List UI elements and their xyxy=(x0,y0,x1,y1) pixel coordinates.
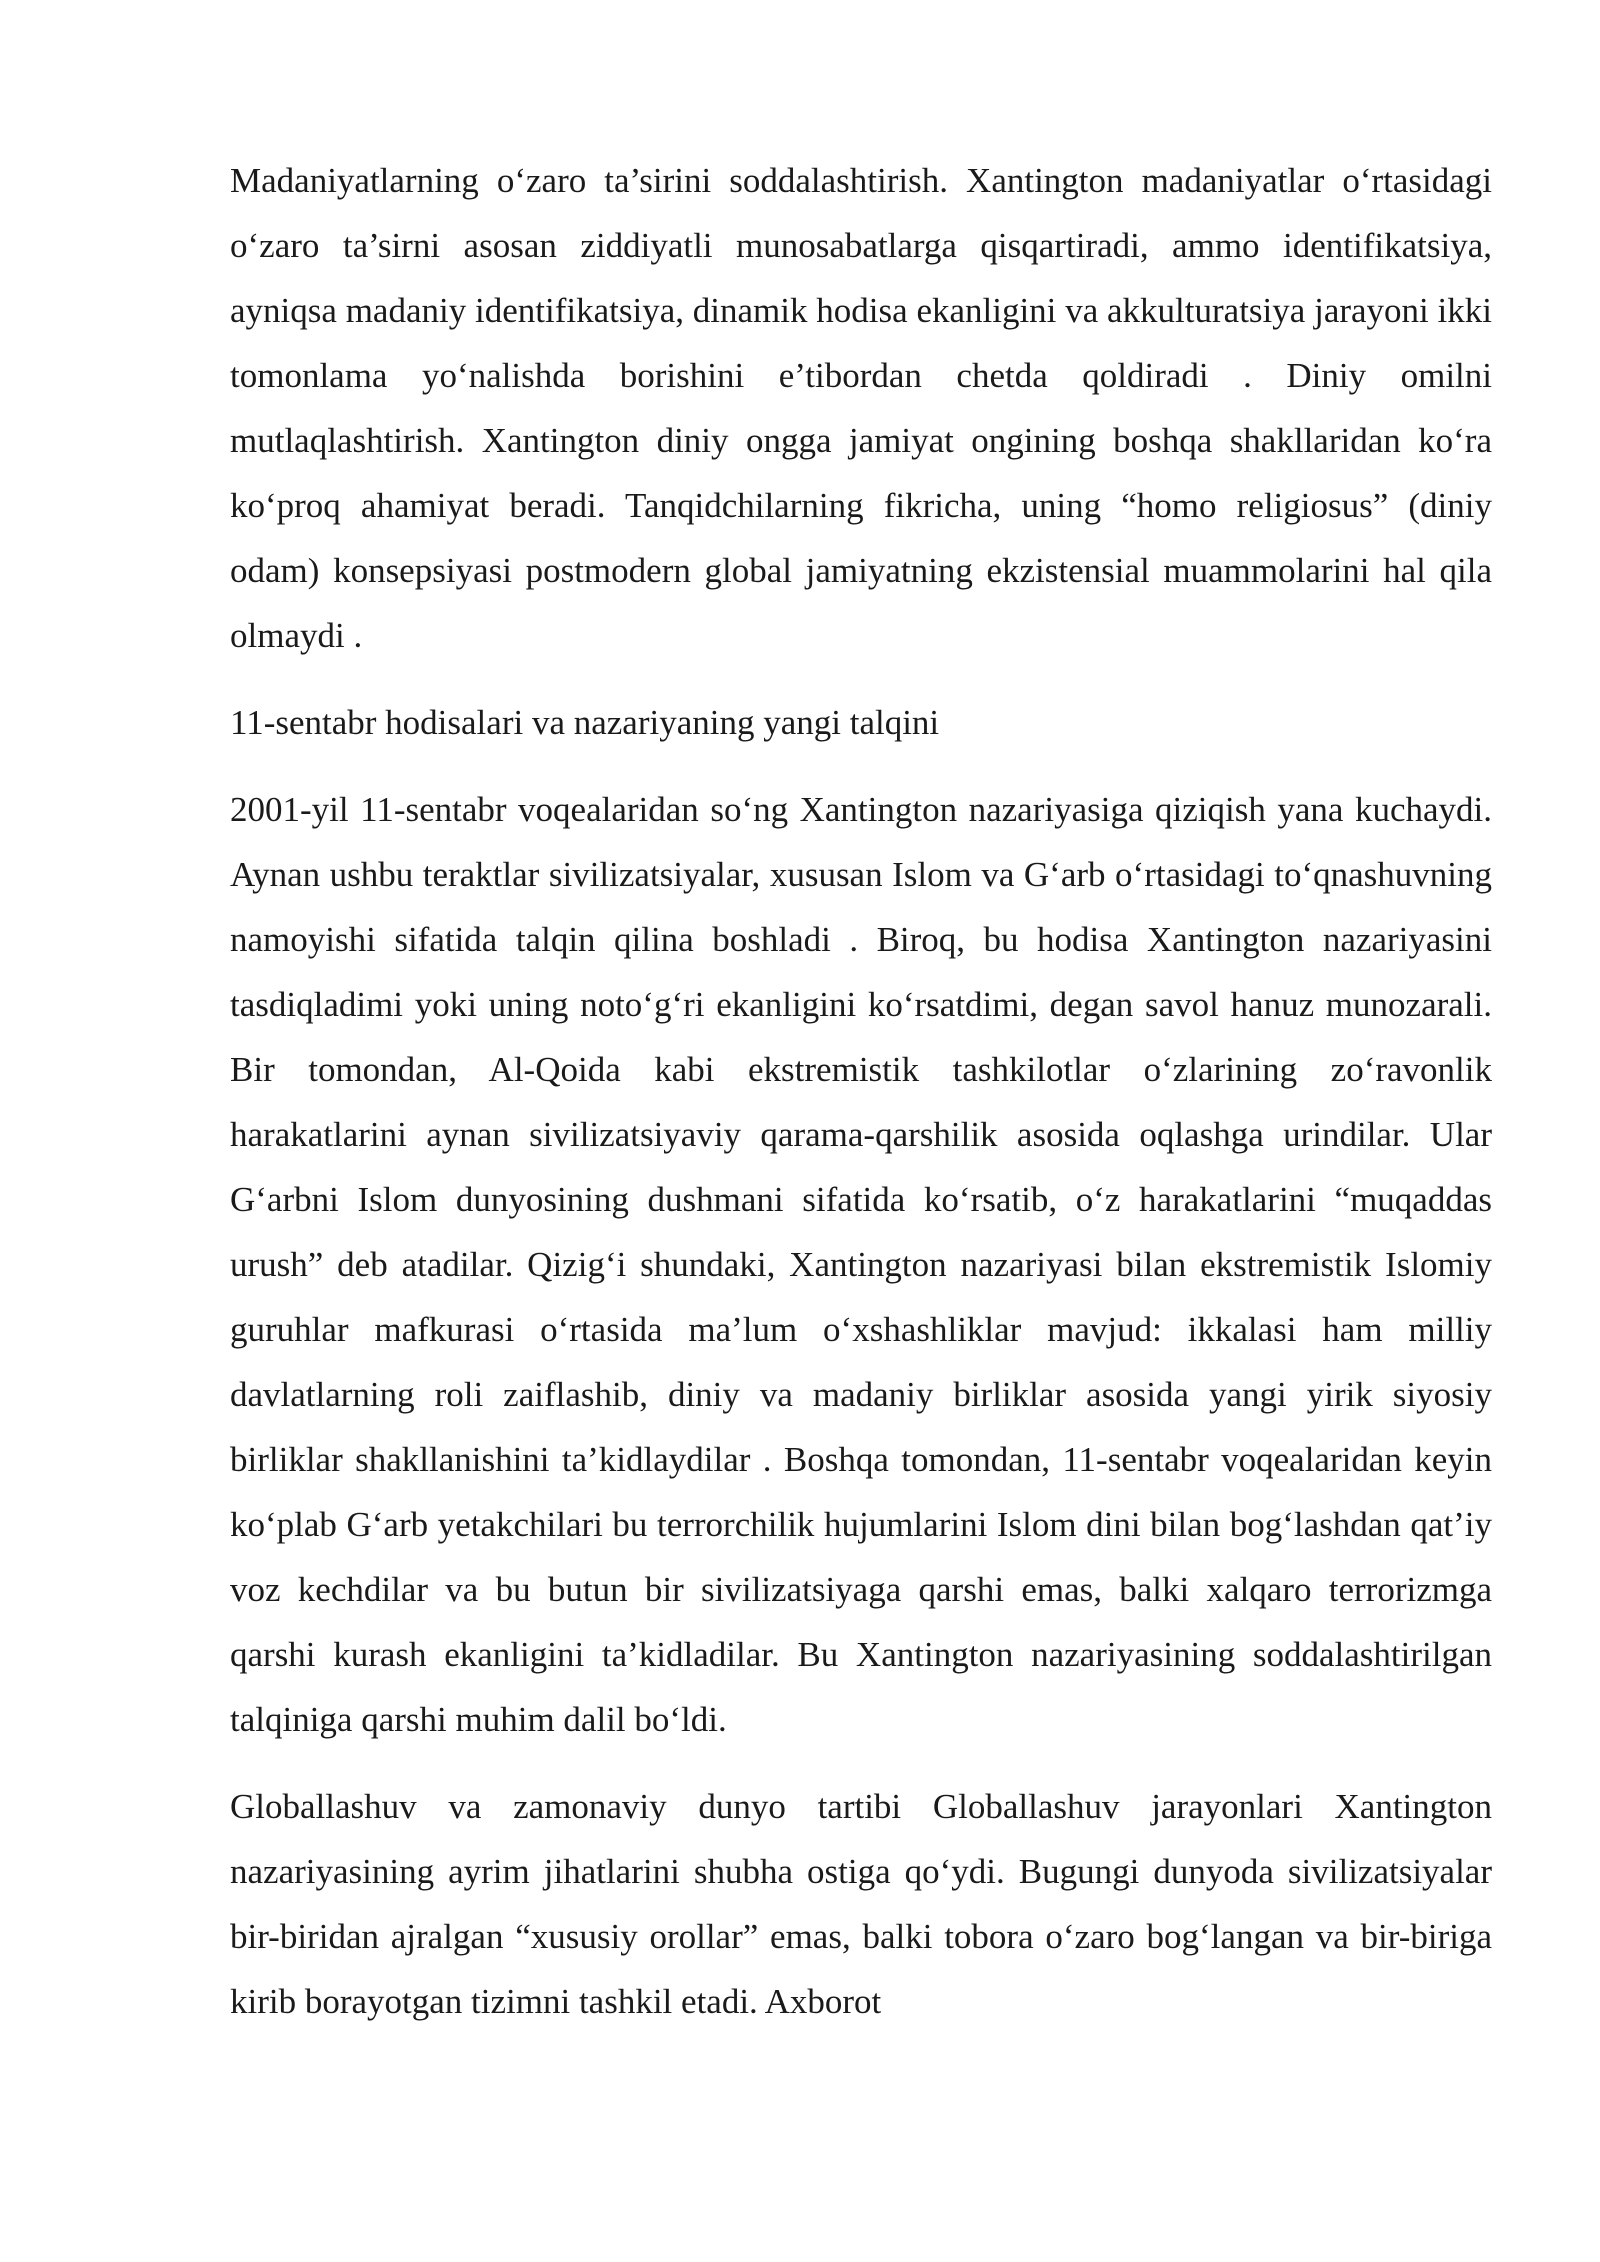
section-heading-september-11: 11-sentabr hodisalari va nazariyaning yangi talqini xyxy=(230,703,940,742)
paragraph-september-11: 2001-yil 11-sentabr voqealaridan so‘ng Xantington nazariyasiga qiziqish yana kuchaydi. Aynan ushbu teraktlar sivilizatsiyalar, xususan Islom va G‘arb o‘rtasidagi to‘qnashuvning namoyishi sifatida talqin qilina boshladi . Biroq, bu hodisa Xantington nazariyasini tasdiqladimi yoki uning noto‘g‘ri ekanligini ko‘rsatdimi, degan savol hanuz munozarali. Bir tomondan, Al-Qoida kabi ekstremistik tashkilotlar o‘zlarining zo‘ravonlik harakatlarini aynan sivilizatsiyaviy qarama-qarshilik asosida oqlashga urindilar. Ular G‘arbni Islom dunyosining dushmani sifatida ko‘rsatib, o‘z harakatlarini “muqaddas urush” deb atadilar. Qizig‘i shundaki, Xantington nazariyasi bilan ekstremistik Islomiy guruhlar mafkurasi o‘rtasida ma’lum o‘xshashliklar mavjud: ikkalasi ham milliy davlatlarning roli zaiflashib, diniy va madaniy birliklar asosida yangi yirik siyosiy birliklar shakllanishini ta’kidlaydilar . Boshqa tomondan, 11-sentabr voqealaridan keyin ko‘plab G‘arb yetakchilari bu terrorchilik hujumlarini Islom dini bilan bog‘lashdan qat’iy voz kechdilar va bu butun bir sivilizatsiyaga qarshi emas, balki xalqaro terrorizmga qarshi kurash ekanligini ta’kidladilar. Bu Xantington nazariyasining soddalashtirilgan talqiniga qarshi muhim dalil bo‘ldi. xyxy=(230,790,1492,1739)
paragraph-simplification-critique: Madaniyatlarning o‘zaro ta’sirini soddalashtirish. Xantington madaniyatlar o‘rtasidagi o‘zaro ta’sirni asosan ziddiyatli munosabatlarga qisqartiradi, ammo identifikatsiya, ayniqsa madaniy identifikatsiya, dinamik hodisa ekanligini va akkulturatsiya jarayoni ikki tomonlama yo‘nalishda borishini e’tibordan chetda qoldiradi . Diniy omilni mutlaqlashtirish. Xantington diniy ongga jamiyat ongining boshqa shakllaridan ko‘ra ko‘proq ahamiyat beradi. Tanqidchilarning fikricha, uning “homo religiosus” (diniy odam) konsepsiyasi postmodern global jamiyatning ekzistensial muammolarini hal qila olmaydi . xyxy=(230,161,1492,655)
document-page xyxy=(230,148,1492,2056)
paragraph-globalization: Globallashuv va zamonaviy dunyo tartibi Globallashuv jarayonlari Xantington nazariyasining ayrim jihatlarini shubha ostiga qo‘ydi. Bugungi dunyoda sivilizatsiyalar bir-biridan ajralgan “xususiy orollar” emas, balki tobora o‘zaro bog‘langan va bir-biriga kirib borayotgan tizimni tashkil etadi. Axborot xyxy=(230,1787,1492,2021)
